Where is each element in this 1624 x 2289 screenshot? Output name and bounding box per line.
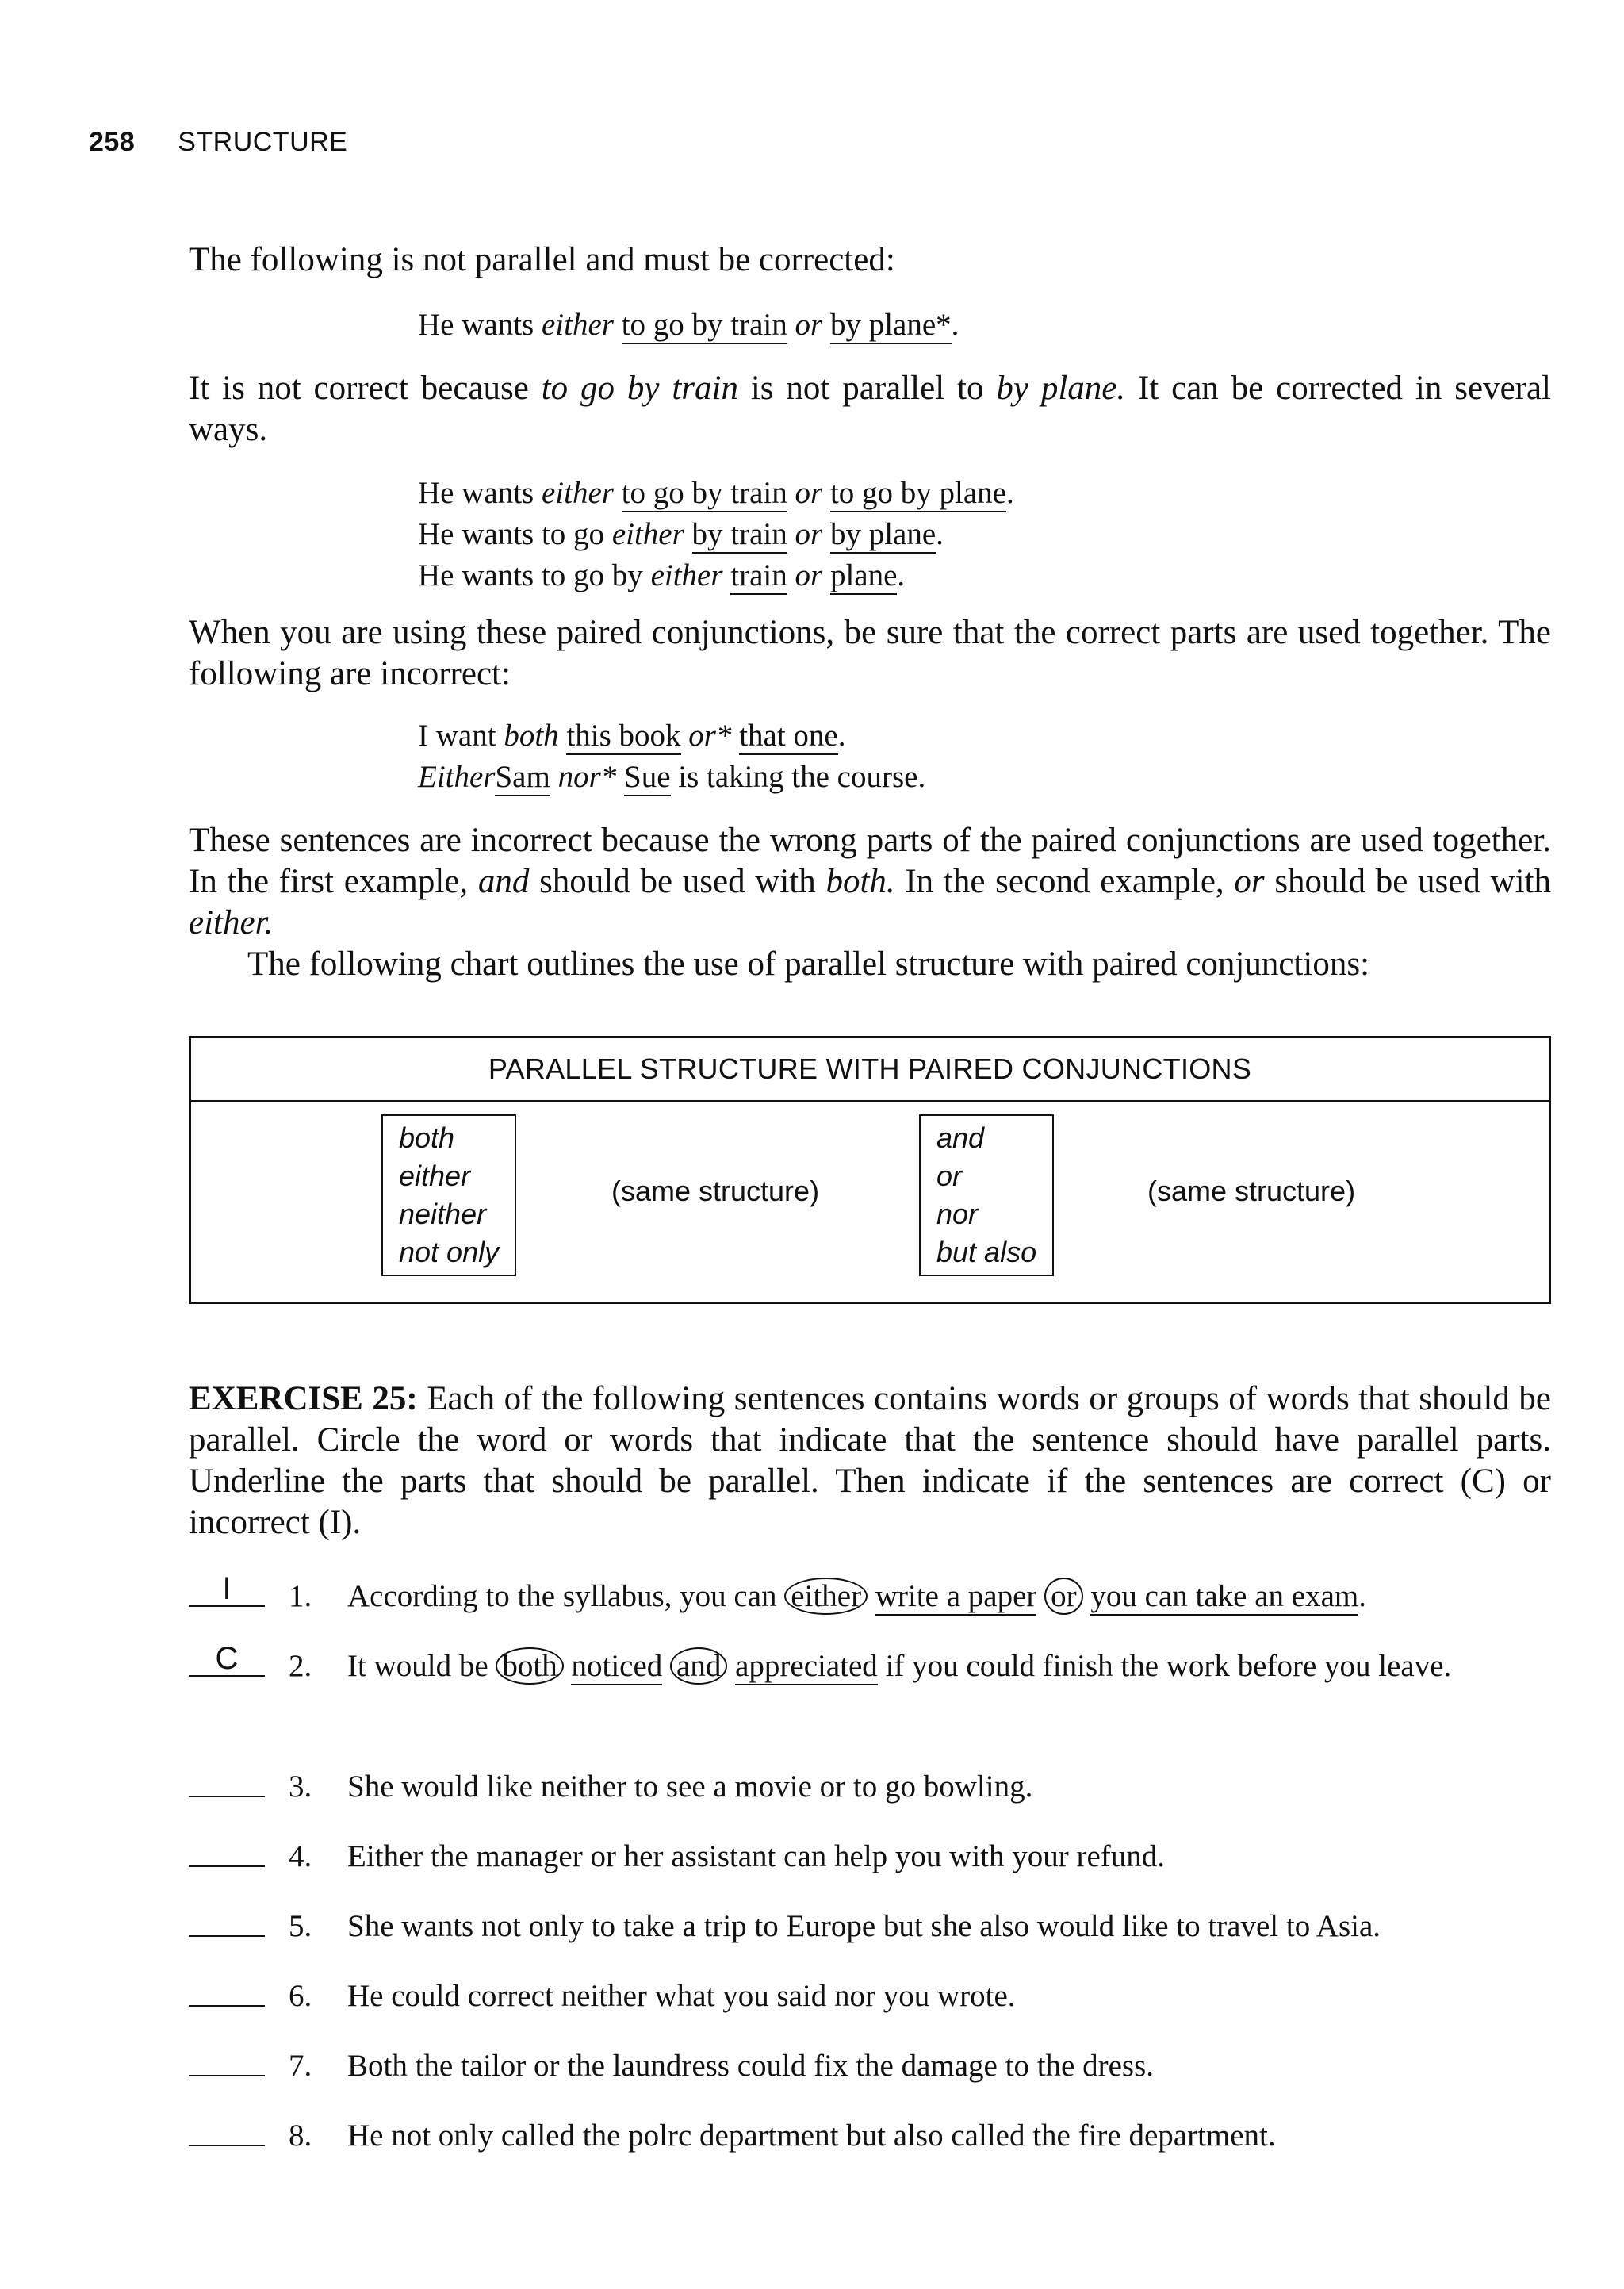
underlined-part: to go by plane (830, 476, 1006, 512)
question-number: 8. (289, 2118, 312, 2153)
chart-title: PARALLEL STRUCTURE WITH PAIRED CONJUNCTIONS (191, 1038, 1549, 1102)
conjunction: either (650, 558, 723, 592)
underlined-part: by plane* (830, 308, 952, 344)
italic-phrase: by plane. (996, 370, 1126, 407)
answer-blank[interactable] (189, 1831, 265, 1867)
text: . (1005, 476, 1014, 510)
conjunction: or (795, 558, 823, 592)
correction-1 (418, 473, 1014, 514)
text: It can be corrected in several ways. (189, 370, 1552, 448)
question-number: 1. (289, 1579, 312, 1613)
correction-3 (418, 555, 905, 596)
answer-blank[interactable]: C (189, 1640, 265, 1677)
incorrect-example-1 (418, 715, 846, 757)
instructions-text: Each of the following sentences contains words or groups of words that should be parallel. Circle the word or words that indicate that the sentence should have parallel parts. Underline the parts that should be parallel. Then indicate if the sentences are correct (C) or incorrect (I). (189, 1380, 1551, 1541)
question-number: 5. (289, 1909, 312, 1943)
italic-phrase: to go by train (541, 370, 738, 407)
underlined-part: to go by train (622, 308, 787, 344)
right-word: but also (936, 1236, 1037, 1268)
same-structure-label: (same structure) (611, 1175, 820, 1207)
answer-blank[interactable] (189, 1761, 265, 1797)
intro-paragraph-1: The following is not parallel and must be corrected: (189, 241, 895, 278)
conjunction: or (795, 308, 823, 342)
question-text: She would like neither to see a movie or to go bowling. (347, 1769, 1033, 1804)
italic-word: both. (825, 863, 895, 900)
question-number: 6. (289, 1979, 312, 2013)
underlined-part: that one (739, 719, 838, 755)
answer-blank[interactable] (189, 1900, 265, 1937)
underlined-part: by plane (830, 517, 936, 554)
question-number: 7. (289, 2049, 312, 2083)
text: . (936, 517, 944, 551)
underlined-part: noticed (571, 1649, 662, 1685)
question-text: Either the manager or her assistant can help you with your refund. (347, 1839, 1166, 1873)
conjunction: Either (418, 760, 496, 794)
italic-word: or (1234, 863, 1265, 900)
intro-paragraph-2 (189, 368, 1551, 451)
text: is not parallel to (737, 370, 997, 407)
text: if you could finish the work before you leave. (877, 1649, 1452, 1683)
exercise-title: EXERCISE 25: (189, 1380, 418, 1417)
text: . (837, 719, 846, 753)
text: is taking the course. (670, 760, 926, 794)
conjunction: or* (688, 719, 732, 753)
correction-2 (418, 514, 944, 555)
underlined-part: write a paper (875, 1579, 1037, 1616)
text: These sentences are incorrect because the wrong parts of the paired conjunctions are used together. In the first example, (189, 822, 1551, 900)
text: It is not correct because (189, 370, 542, 407)
answer-blank[interactable]: I (189, 1570, 265, 1607)
right-word: and (936, 1121, 985, 1154)
underlined-part: Sam (495, 760, 550, 796)
example-not-parallel (418, 305, 959, 346)
page-number: 258 (89, 127, 136, 157)
text: He wants to go (418, 517, 612, 551)
intro-paragraph-4 (189, 820, 1551, 944)
underlined-part: to go by train (622, 476, 787, 512)
conjunction: or (795, 517, 823, 551)
text: . (897, 558, 906, 592)
right-word: nor (936, 1198, 979, 1230)
left-conjunction-box (381, 1114, 516, 1276)
conjunction: both (504, 719, 559, 753)
question-number: 2. (289, 1649, 312, 1683)
question-text (347, 1570, 1553, 1623)
conjunction: or (795, 476, 823, 510)
underlined-part: by train (692, 517, 787, 554)
conjunction: nor* (557, 760, 617, 794)
circled-conjunction: both (496, 1647, 563, 1685)
underlined-part: plane (830, 558, 897, 595)
right-conjunction-box (919, 1114, 1054, 1276)
text: He wants (418, 476, 542, 510)
italic-word: either. (189, 904, 274, 941)
running-header (89, 127, 347, 158)
text: I want (418, 719, 504, 753)
underlined-part: you can take an exam (1090, 1579, 1358, 1616)
text: He wants to go by (418, 558, 651, 592)
question-text: He could correct neither what you said nor you wrote. (347, 1979, 1016, 2013)
text: . (951, 308, 959, 342)
underlined-part: appreciated (735, 1649, 878, 1685)
text: It would be (347, 1649, 496, 1683)
conjunction: either (541, 308, 614, 342)
paired-conjunctions-chart (189, 1036, 1551, 1304)
question-text (347, 1640, 1553, 1693)
circled-conjunction: and (670, 1647, 727, 1685)
answer-blank[interactable] (189, 2110, 265, 2146)
left-word: neither (399, 1198, 487, 1230)
intro-paragraph-3: When you are using these paired conjunctions, be sure that the correct parts are used together. The following are incorrect: (189, 614, 1551, 692)
answer-blank[interactable] (189, 2040, 265, 2076)
circled-conjunction: or (1044, 1578, 1083, 1615)
conjunction: either (611, 517, 684, 551)
question-number: 4. (289, 1839, 312, 1873)
text: He wants (418, 308, 542, 342)
text: . (1358, 1579, 1366, 1613)
question-number: 3. (289, 1769, 312, 1804)
intro-paragraph-5: The following chart outlines the use of parallel structure with paired conjunctions: (247, 945, 1370, 983)
underlined-part: this book (566, 719, 680, 755)
italic-word: and (477, 863, 530, 900)
question-text: He not only called the polrc department but also called the fire department. (347, 2118, 1276, 2153)
left-word: not only (399, 1236, 500, 1268)
exercise-instructions (189, 1378, 1551, 1543)
left-word: either (399, 1160, 471, 1192)
underlined-part: train (730, 558, 787, 595)
question-text: She wants not only to take a trip to Europe but she also would like to travel to Asia. (347, 1909, 1381, 1943)
section-title: STRUCTURE (178, 127, 348, 157)
left-word: both (399, 1121, 455, 1154)
text: should be used with (1264, 863, 1551, 900)
right-word: or (936, 1160, 963, 1192)
incorrect-example-2 (418, 757, 925, 798)
conjunction: either (541, 476, 614, 510)
text: In the second example, (894, 863, 1235, 900)
same-structure-label: (same structure) (1147, 1175, 1356, 1207)
question-text: Both the tailor or the laundress could fix the damage to the dress. (347, 2049, 1154, 2083)
text: According to the syllabus, you can (347, 1579, 785, 1613)
circled-conjunction: either (784, 1578, 868, 1615)
underlined-part: Sue (624, 760, 671, 796)
answer-blank[interactable] (189, 1970, 265, 2007)
text: should be used with (529, 863, 826, 900)
